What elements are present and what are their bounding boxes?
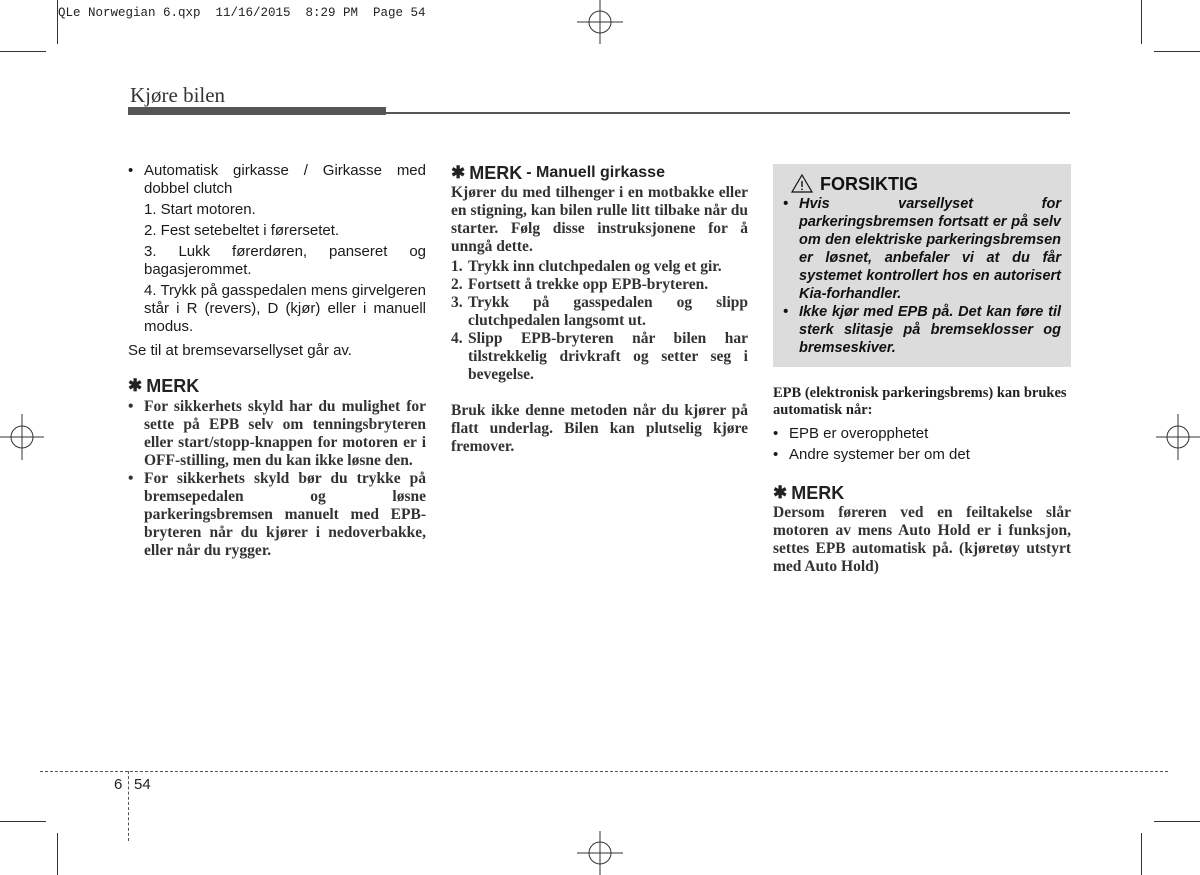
step-item: 2. Fest setebeltet i førersetet.	[144, 222, 340, 239]
registration-mark-top	[577, 0, 623, 44]
asterisk-icon: ✱	[128, 376, 143, 395]
intro-bullet	[128, 162, 426, 198]
epb-item: • Andre systemer ber om det	[773, 446, 970, 463]
step-list	[128, 201, 426, 336]
asterisk-icon: ✱	[773, 483, 788, 502]
footer-rule	[40, 771, 1168, 772]
merk-heading	[773, 482, 1071, 504]
footer-divider	[128, 771, 129, 841]
merk-subheading: - Manuell girkasse	[526, 164, 665, 181]
epb-item: • EPB er overopphetet	[773, 425, 929, 442]
chapter-number: 6	[114, 776, 123, 793]
step-item: 3. Lukk førerdøren, panseret og bagasjerommet.	[144, 243, 426, 278]
step-item: 3. Trykk på gasspedalen og slipp clutchpedalen langsomt ut.	[451, 294, 748, 329]
step-item: 4. Trykk på gasspedalen mens girvelgeren står i R (revers), D (kjør) eller i manuell modus.	[144, 282, 426, 335]
warning-triangle-icon	[791, 174, 813, 193]
merk-item-text: For sikkerhets skyld har du mulighet for sette på EPB selv om tenningsbryteren eller start/stopp-knappen for motoren er i OFF-stilling, men du kan ikke løsne den.	[144, 398, 426, 469]
closing-text: Bruk ikke denne metoden når du kjører på flatt underlag. Bilen kan plutselig kjøre fremover.	[451, 402, 748, 455]
caution-item-text: Hvis varsellyset for parkeringsbremsen fortsatt er på selv om den elektriske parkeringsbremsen er løsnet, anbefaler vi at du får systemet kontrollert hos en autorisert Kia-forhandler.	[799, 196, 1061, 302]
page-number: 54	[134, 776, 151, 793]
merk-heading	[451, 162, 748, 184]
merk-heading-label: MERK	[469, 163, 523, 183]
step-list	[451, 258, 748, 384]
merk-body	[451, 184, 748, 456]
registration-mark-right	[1156, 414, 1200, 460]
column-2	[451, 162, 748, 456]
registration-mark-left	[0, 414, 44, 460]
column-1	[128, 162, 426, 560]
step-item: 1. Trykk inn clutchpedalen og velg et gir.	[451, 258, 722, 275]
title-rule-thick	[128, 107, 386, 115]
column-3	[773, 164, 1071, 576]
bullet-dot: •	[128, 162, 134, 179]
merk-list	[128, 398, 426, 560]
print-slug: QLe Norwegian 6.qxp 11/16/2015 8:29 PM Page 54	[58, 6, 426, 20]
merk-intro: Kjører du med tilhenger i en motbakke eller en stigning, kan bilen rulle litt tilbake når du starter. Følg disse instruksjonene for å unngå dette.	[451, 184, 748, 255]
caution-item-text: Ikke kjør med EPB på. Det kan føre til sterk slitasje på bremseklosser og bremseskiver.	[799, 304, 1061, 356]
merk-text: Dersom føreren ved en feiltakelse slår motoren av mens Auto Hold er i funksjon, settes EPB automatisk på. (kjøretøy utstyrt med Auto Hold)	[773, 504, 1071, 575]
caution-item: • Hvis varsellyset for parkeringsbremsen fortsatt er på selv om den elektriske parkeringsbremsen er løsnet, anbefaler vi at du får systemet kontrollert hos en autorisert Kia-forhandler.	[783, 196, 1061, 302]
merk-item: • For sikkerhets skyld har du mulighet for sette på EPB selv om tenningsbryteren eller start/stopp-knappen for motoren er i OFF-stilling, men du kan ikke løsne den.	[128, 398, 426, 469]
intro-bullet-text: Automatisk girkasse / Girkasse med dobbel clutch	[144, 162, 426, 197]
title-rule-thin	[386, 112, 1070, 114]
merk-heading	[128, 375, 426, 397]
asterisk-icon: ✱	[451, 163, 466, 182]
step-item: 2. Fortsett å trekke opp EPB-bryteren.	[451, 276, 709, 293]
caution-heading-label: FORSIKTIG	[820, 173, 918, 194]
caution-heading	[791, 174, 1061, 193]
merk-item-text: For sikkerhets skyld bør du trykke på bremsepedalen og løsne parkeringsbremsen manuelt med EPB-bryteren når du kjører i nedoverbakke, eller når du rygger.	[144, 470, 426, 559]
epb-list	[773, 423, 1071, 465]
caution-list	[783, 195, 1061, 357]
caution-item: • Ikke kjør med EPB på. Det kan føre til sterk slitasje på bremseklosser og bremseskiver.	[783, 304, 1061, 356]
check-text: Se til at bremsevarsellyset går av.	[128, 342, 352, 359]
merk-item: • For sikkerhets skyld bør du trykke på bremsepedalen og løsne parkeringsbremsen manuelt med EPB-bryteren når du kjører i nedoverbakke, eller når du rygger.	[128, 470, 426, 559]
step-item: 4. Slipp EPB-bryteren når bilen har tilstrekkelig drivkraft og setter seg i bevegelse.	[451, 330, 748, 383]
step-item: 1. Start motoren.	[144, 201, 256, 218]
merk-heading-label: MERK	[146, 376, 200, 396]
registration-mark-bottom	[577, 831, 623, 875]
merk-heading-label: MERK	[791, 483, 845, 503]
epb-heading: EPB (elektronisk parkeringsbrems) kan brukes automatisk når:	[773, 385, 1067, 418]
section-title: Kjøre bilen	[130, 83, 226, 107]
caution-box	[773, 164, 1071, 367]
